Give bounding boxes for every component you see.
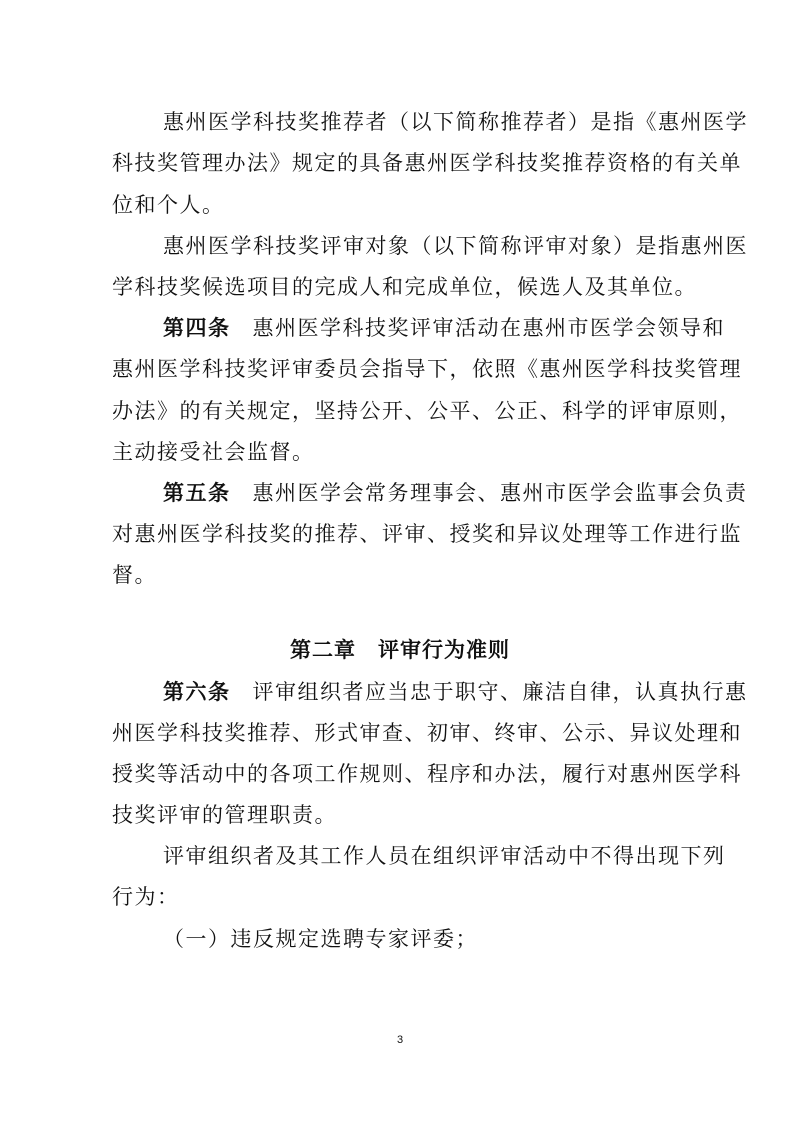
paragraph-line: 评审组织者及其工作人员在组织评审活动中不得出现下列	[163, 844, 726, 868]
chapter-heading: 第二章 评审行为准则	[290, 637, 510, 662]
article-5-label: 第五条	[163, 480, 231, 505]
article-6-label: 第六条	[163, 679, 231, 704]
page-number: 3	[396, 1034, 404, 1046]
paragraph-line: 惠州医学科技奖评审委员会指导下，依照《惠州医学科技奖管理	[112, 357, 742, 381]
article-5-line	[163, 480, 748, 506]
paragraph-line: 对惠州医学科技奖的推荐、评审、授奖和异议处理等工作进行监	[112, 522, 742, 546]
paragraph-line: 技奖评审的管理职责。	[112, 803, 337, 827]
paragraph-line: 行为：	[112, 885, 180, 909]
paragraph-line: 位和个人。	[112, 193, 225, 217]
article-6-line	[163, 679, 748, 705]
article-6-text: 评审组织者应当忠于职守、廉洁自律，认真执行惠	[252, 680, 748, 704]
paragraph-line: 主动接受社会监督。	[112, 440, 315, 464]
article-4-label: 第四条	[163, 315, 231, 340]
paragraph-line: 督。	[112, 563, 157, 587]
article-5-text: 惠州医学会常务理事会、惠州市医学会监事会负责	[252, 481, 748, 505]
article-4-text: 惠州医学科技奖评审活动在惠州市医学会领导和	[252, 316, 725, 340]
paragraph-line: 科技奖管理办法》规定的具备惠州医学科技奖推荐资格的有关单	[112, 151, 742, 175]
paragraph-line: 授奖等活动中的各项工作规则、程序和办法，履行对惠州医学科	[112, 762, 742, 786]
list-item: （一）违反规定选聘专家评委；	[163, 927, 478, 951]
paragraph-line: 学科技奖候选项目的完成人和完成单位，候选人及其单位。	[112, 275, 697, 299]
paragraph-line: 惠州医学科技奖评审对象（以下简称评审对象）是指惠州医	[163, 234, 748, 258]
paragraph-line: 州医学科技奖推荐、形式审查、初审、终审、公示、异议处理和	[112, 721, 742, 745]
paragraph-line: 办法》的有关规定，坚持公开、公平、公正、科学的评审原则，	[112, 399, 742, 423]
paragraph-line: 惠州医学科技奖推荐者（以下简称推荐者）是指《惠州医学	[163, 110, 748, 134]
article-4-line	[163, 315, 725, 341]
